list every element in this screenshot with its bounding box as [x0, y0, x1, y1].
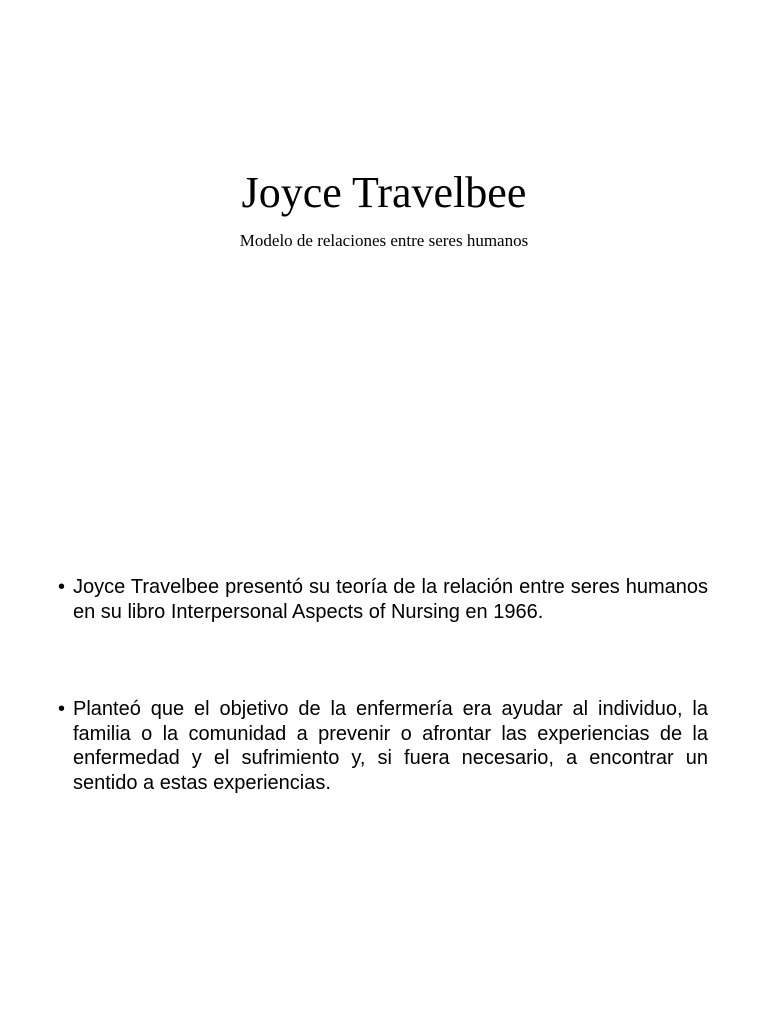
bullet-text: Joyce Travelbee presentó su teoría de la relación entre seres humanos en su libro Interpersonal Aspects of Nursing en 1966.: [73, 576, 708, 623]
slide-title: Joyce Travelbee: [241, 168, 527, 217]
bullet-icon: •: [58, 576, 66, 598]
bullet-item: [58, 697, 708, 795]
bullet-item: [58, 575, 708, 624]
bullet-icon: •: [58, 698, 66, 720]
slide-subtitle: Modelo de relaciones entre seres humanos: [239, 231, 529, 250]
bullet-text: Planteó que el objetivo de la enfermería era ayudar al individuo, la familia o la comunidad a prevenir o afrontar las experiencias de la enfermedad y el sufrimiento y, si fuera necesario, a encontrar un sentido a estas experiencias.: [73, 698, 708, 794]
content-slide: [0, 512, 768, 1024]
